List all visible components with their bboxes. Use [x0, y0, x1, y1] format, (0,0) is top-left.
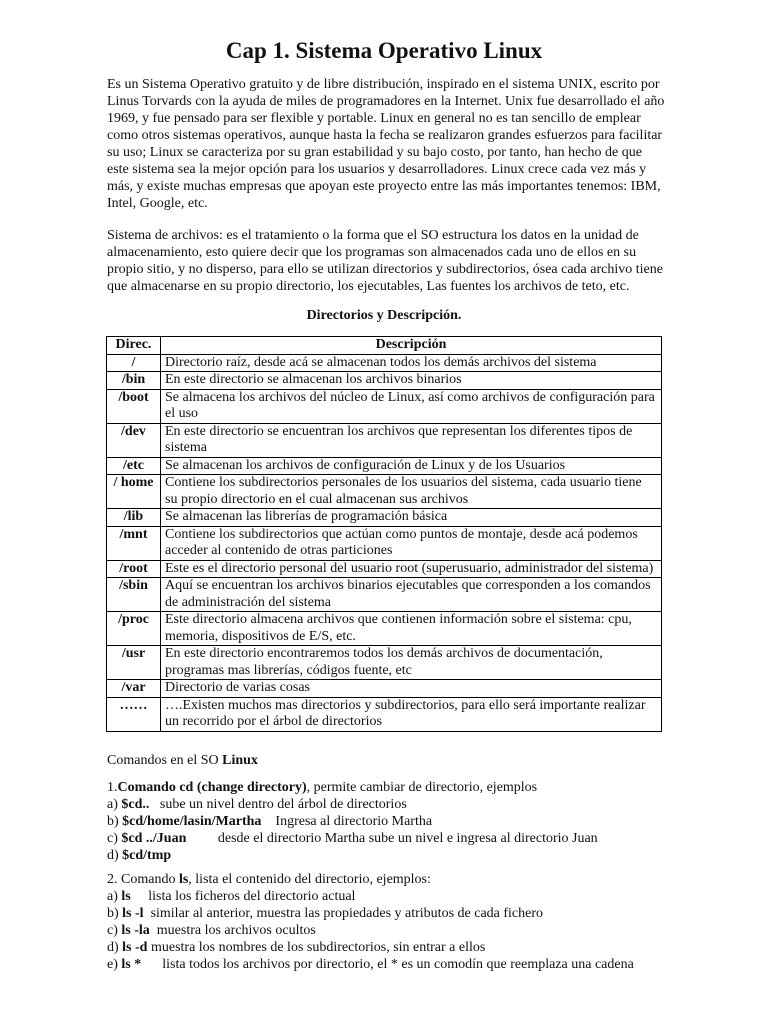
- table-row: [107, 509, 662, 527]
- description-cell: Se almacenan los archivos de configuración de Linux y de los Usuarios: [161, 457, 662, 475]
- ls-example-line: [107, 922, 707, 939]
- ls-prefix: 2. Comando: [107, 872, 179, 887]
- page-title: Cap 1. Sistema Operativo Linux: [225, 38, 543, 63]
- example-description: muestra los archivos ocultos: [149, 923, 316, 938]
- directory-cell: /boot: [107, 389, 161, 423]
- cd-command-block: [107, 779, 707, 864]
- description-cell: Contiene los subdirectorios personales de los usuarios del sistema, cada usuario tiene su propio directorio en el cual almacenan sus archivos: [161, 475, 662, 509]
- cd-name: Comando cd (change directory): [117, 780, 307, 795]
- ls-example-line: [107, 905, 707, 922]
- directory-cell: /bin: [107, 372, 161, 390]
- description-cell: Este es el directorio personal del usuario root (superusuario, administrador del sistema): [161, 560, 662, 578]
- commands-heading: [107, 752, 258, 769]
- ls-examples: [107, 888, 707, 973]
- cd-prefix: 1.: [107, 780, 118, 795]
- cd-intro-line: [107, 779, 707, 796]
- directory-cell: /mnt: [107, 526, 161, 560]
- example-command: ls *: [121, 957, 142, 972]
- cd-example-line: [107, 813, 707, 830]
- example-command: ls -l: [122, 906, 144, 921]
- example-letter: e): [107, 957, 122, 972]
- description-cell: En este directorio se almacenan los archivos binarios: [161, 372, 662, 390]
- ls-example-line: [107, 939, 707, 956]
- example-description: similar al anterior, muestra las propiedades y atributos de cada fichero: [143, 906, 544, 921]
- description-cell: Directorio de varias cosas: [161, 680, 662, 698]
- example-letter: b): [107, 814, 123, 829]
- table-row: [107, 423, 662, 457]
- description-cell: En este directorio se encuentran los archivos que representan los diferentes tipos de sistema: [161, 423, 662, 457]
- commands-heading-prefix: Comandos en el SO: [107, 753, 223, 768]
- table-row: [107, 612, 662, 646]
- example-description: lista todos los archivos por directorio, el * es un comodín que reemplaza una cadena: [141, 957, 634, 972]
- description-cell: Se almacenan las librerías de programación básica: [161, 509, 662, 527]
- table-row: [107, 354, 662, 372]
- example-letter: d): [107, 940, 123, 955]
- example-command: $cd/tmp: [122, 848, 172, 863]
- example-letter: c): [107, 923, 122, 938]
- filesystem-paragraph: Sistema de archivos: es el tratamiento o la forma que el SO estructura los datos en la unidad de almacenamiento, esto quiere decir que los programas son almacenados cada uno de ellos en su propio sitio, y no disperso, para ello se utilizan directorios y subdirectorios, ósea cada archivo tiene que almacenarse en su propio directorio, los ejecutables, Las fuentes los archivos de teto, etc.: [107, 228, 663, 294]
- cd-example-line: [107, 847, 707, 864]
- example-command: $cd ../Juan: [121, 831, 187, 846]
- table-row: [107, 578, 662, 612]
- ls-name: ls: [178, 872, 189, 887]
- table-row: [107, 680, 662, 698]
- example-description: sube un nivel dentro del árbol de directorios: [149, 797, 407, 812]
- description-cell: Directorio raíz, desde acá se almacenan todos los demás archivos del sistema: [161, 354, 662, 372]
- example-description: lista los ficheros del directorio actual: [130, 889, 356, 904]
- directory-cell: /sbin: [107, 578, 161, 612]
- description-cell: Este directorio almacena archivos que contienen información sobre el sistema: cpu, memoria, dispositivos de E/S, etc.: [161, 612, 662, 646]
- example-letter: d): [107, 848, 123, 863]
- header-descripcion: Descripción: [161, 337, 662, 355]
- ls-suffix: , lista el contenido del directorio, ejemplos:: [188, 872, 431, 887]
- directory-cell: /: [107, 354, 161, 372]
- cd-example-line: [107, 796, 707, 813]
- example-letter: a): [107, 797, 122, 812]
- table-row: [107, 526, 662, 560]
- cd-example-line: [107, 830, 707, 847]
- example-description: muestra los nombres de los subdirectorios, sin entrar a ellos: [147, 940, 486, 955]
- table-row: [107, 475, 662, 509]
- example-command: ls -la: [121, 923, 150, 938]
- directory-cell: /lib: [107, 509, 161, 527]
- ls-example-line: [107, 888, 707, 905]
- description-cell: Aquí se encuentran los archivos binarios ejecutables que corresponden a los comandos de administración del sistema: [161, 578, 662, 612]
- table-title: Directorios y Descripción.: [306, 308, 462, 323]
- directory-cell: ……: [107, 697, 161, 731]
- directory-cell: /usr: [107, 646, 161, 680]
- description-cell: Se almacena los archivos del núcleo de Linux, así como archivos de configuración para el uso: [161, 389, 662, 423]
- example-command: $cd/home/lasin/Martha: [122, 814, 262, 829]
- table-row: [107, 697, 662, 731]
- table-row: [107, 560, 662, 578]
- table-row: [107, 457, 662, 475]
- directory-cell: /dev: [107, 423, 161, 457]
- table-row: [107, 646, 662, 680]
- example-command: ls -d: [122, 940, 148, 955]
- cd-examples: [107, 796, 707, 864]
- ls-example-line: [107, 956, 707, 973]
- cd-suffix: , permite cambiar de directorio, ejemplos: [306, 780, 538, 795]
- directory-cell: /root: [107, 560, 161, 578]
- directory-cell: / home: [107, 475, 161, 509]
- example-description: Ingresa al directorio Martha: [261, 814, 433, 829]
- example-command: $cd..: [121, 797, 150, 812]
- header-direc: Direc.: [107, 337, 161, 355]
- description-cell: En este directorio encontraremos todos los demás archivos de documentación, programas mas librerías, códigos fuente, etc: [161, 646, 662, 680]
- directory-cell: /proc: [107, 612, 161, 646]
- table-row: [107, 389, 662, 423]
- example-letter: a): [107, 889, 122, 904]
- directory-cell: /etc: [107, 457, 161, 475]
- directories-table: [106, 336, 662, 732]
- table-header-row: [107, 337, 662, 355]
- commands-heading-linux: Linux: [222, 753, 258, 768]
- ls-command-block: [107, 871, 707, 973]
- table-body: [107, 354, 662, 731]
- table-row: [107, 372, 662, 390]
- example-command: ls: [121, 889, 131, 904]
- example-letter: b): [107, 906, 123, 921]
- example-description: desde el directorio Martha sube un nivel e ingresa al directorio Juan: [186, 831, 598, 846]
- directory-cell: /var: [107, 680, 161, 698]
- ls-intro-line: [107, 871, 707, 888]
- description-cell: ….Existen muchos mas directorios y subdirectorios, para ello será importante realizar un recorrido por el árbol de directorios: [161, 697, 662, 731]
- example-letter: c): [107, 831, 122, 846]
- intro-paragraph: Es un Sistema Operativo gratuito y de libre distribución, inspirado en el sistema UNIX, escrito por Linus Torvards con la ayuda de miles de programadores en la Internet. Unix fue desarrollado el año 1969, y fue pensado para ser flexible y portable. Linux en general no es tan sencillo de emplear como otros sistemas operativos, aunque hasta la fecha se realizaron grandes esfuerzos para facilitar su uso; Linux se caracteriza por su gran estabilidad y su bajo costo, por tanto, han hecho de que este sistema sea la mejor opción para los usuarios y desarrolladores. Linux crece cada vez más y más, y existe muchas empresas que apoyan este proyecto entre las más importantes tenemos: IBM, Intel, Google, etc.: [107, 77, 665, 211]
- description-cell: Contiene los subdirectorios que actúan como puntos de montaje, desde acá podemos acceder al contenido de otras particiones: [161, 526, 662, 560]
